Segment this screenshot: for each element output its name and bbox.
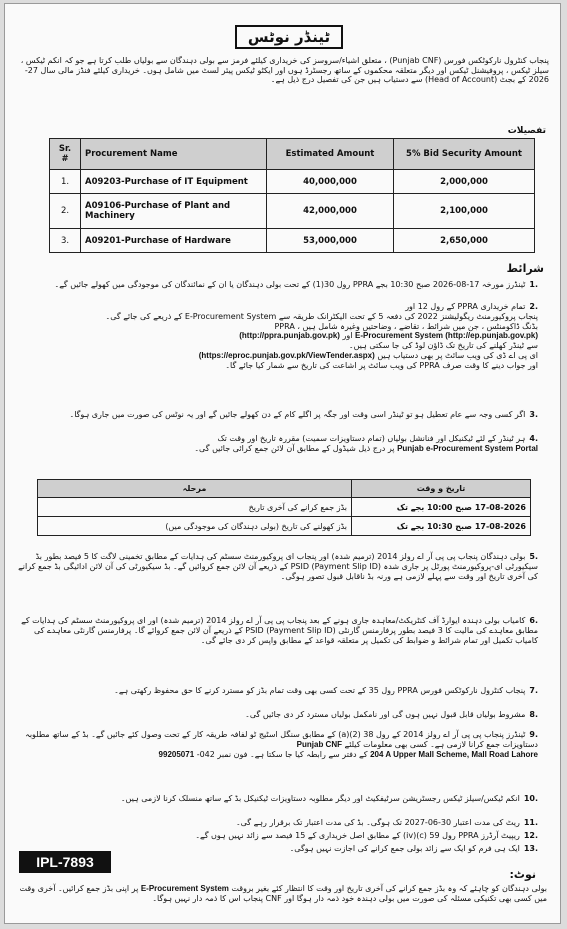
cell-estimated: 40,000,000	[267, 170, 394, 194]
condition-2-text-f: اور جواب دینے کا وقت صرف PPRA کی ویب سائٹ پر اشاعت کی تاریخ سے شمار کیا جائے گا۔	[225, 360, 538, 370]
note-text	[17, 884, 547, 904]
cell-name: A09203-Purchase of IT Equipment	[81, 170, 267, 194]
table-row	[38, 498, 531, 517]
condition-7-text: پنجاب کنٹرول نارکوٹکس فورس PPRA رول 35 کے تحت کسی بھی وقت تمام بڈز کو مسترد کرنے کا حق محفوظ رکھتی ہے۔	[114, 686, 526, 695]
cell-security: 2,100,000	[394, 194, 535, 229]
condition-3: .3اگر کسی وجہ سے عام تعطیل ہو تو ٹینڈر اسی وقت اور جگہ پر اگلے کام کے دن کھولے جائیں گے اور یہ نوٹس کی صورت میں جاری ہوگا۔	[69, 410, 538, 419]
cell-estimated: 53,000,000	[267, 229, 394, 253]
punjab-eprocurement-portal: Punjab e-Procurement System Portal	[397, 443, 538, 453]
condition-2-text-e: ای پی اے ڈی کی ویب سائٹ پر بھی دستیاب ہیں	[377, 350, 538, 360]
condition-2-text-d: سے ٹینڈر کھلنے کی تاریخ تک ڈاؤن لوڈ کی جا سکتی ہیں۔	[348, 341, 538, 351]
table-row	[50, 194, 535, 229]
condition-7: .7پنجاب کنٹرول نارکوٹکس فورس PPRA رول 35 کے تحت کسی بھی وقت تمام بڈز کو مسترد کرنے کا حق محفوظ رکھتی ہے۔	[114, 686, 538, 695]
condition-6-text: کامیاب بولی دہندہ ایوارڈ آف کنٹریکٹ/معاہدہ جاری ہونے کے بعد پنجاب پی پی آر اے رولز 2014 (ترمیم شدہ) اور ای پروکیورمنٹ سسٹم کی ہدایات کے مطابق معاہدے کی مالیت کا 3 فیصد بطور پرفارمنس گارنٹی PSID (Payment Slip ID) کے ذریعے آن لائن جمع کروائے گا۔ پرفارمنس گارنٹی معاہدے کی کامیاب تکمیل اور تمام شرائط و ضوابط کی تکمیل پر متعلقہ قواعد کے مطابق واپس کر دی جائے گی۔	[21, 616, 538, 645]
conditions-title: شرائط	[506, 262, 544, 275]
phone-number: 99205071	[158, 749, 195, 759]
tender-notice-page	[4, 3, 561, 924]
condition-9-text-a: ٹینڈرز پنجاب پی پی آر اے رولز 2014 کے رول 38 (2)(a) کے مطابق سنگل اسٹیج ٹو لفافہ طریقہ کار کے تحت وصول کئے جائیں گے۔ بڈ کے ساتھ مطلوبہ دستاویزات جمع کرانا لازمی ہے۔ کسی بھی معلومات کیلئے	[25, 730, 538, 749]
condition-5: .5بولی دہندگان پنجاب پی پی آر اے رولز 2014 (ترمیم شدہ) اور پنجاب ای پروکیورمنٹ سسٹم کی ہدایات کے مطابق تخمینی لاگت کا 5 فیصد بطور بڈ سیکیورٹی ای-پروکیورمنٹ پورٹل پر جاری شدہ PSID (Payment Slip ID) کے ذریعے آن لائن جمع کروائیں گے۔ بڈ سیکیورٹی کی آن لائن ادائیگی بڈ جمع کرانے کی آخری تاریخ اور وقت سے پہلے لازمی ہے ورنہ بڈ ناقابل قبول تصور ہوگی۔	[18, 552, 538, 581]
eproc-viewtender-link[interactable]: (https://eproc.punjab.gov.pk/ViewTender.aspx)	[198, 350, 375, 360]
condition-13-text: ایک ہی فرم کو ایک سے زائد بولی جمع کرانے کی اجازت نہیں ہوگی۔	[289, 844, 520, 853]
condition-13: .13ایک ہی فرم کو ایک سے زائد بولی جمع کرانے کی اجازت نہیں ہوگی۔	[289, 844, 538, 853]
condition-1-text: ٹینڈرز مورخہ 17-08-2026 صبح 10:30 بجے PPRA رول 30(1) کے تحت بولی دہندگان یا ان کے نمائندگان کی موجودگی میں کھولے جائیں گے۔	[54, 280, 526, 289]
cell-name: A09201-Purchase of Hardware	[81, 229, 267, 253]
col-sr: Sr. #	[50, 139, 81, 170]
cell-sr: 1.	[50, 170, 81, 194]
condition-11: .11ریٹ کی مدت اعتبار 30-06-2027 تک ہوگی۔ بڈ کی مدت اعتبار تک برقرار رہے گی۔	[235, 818, 538, 827]
condition-5-text: بولی دہندگان پنجاب پی پی آر اے رولز 2014 (ترمیم شدہ) اور پنجاب ای پروکیورمنٹ سسٹم کی ہدایات کے مطابق تخمینی لاگت کا 5 فیصد بطور بڈ سیکیورٹی ای-پروکیورمنٹ پورٹل پر جاری شدہ PSID (Payment Slip ID) کے ذریعے آن لائن جمع کروائیں گے۔ بڈ سیکیورٹی کی آن لائن ادائیگی بڈ جمع کرانے کی آخری تاریخ اور وقت سے پہلے لازمی ہے ورنہ بڈ ناقابل قبول تصور ہوگی۔	[18, 552, 538, 581]
procurement-table	[49, 138, 535, 253]
cell-security: 2,650,000	[394, 229, 535, 253]
ipl-code: IPL-7893	[19, 851, 111, 873]
cell-stage: بڈز کھولنے کی تاریخ (بولی دہندگان کی موجودگی میں)	[38, 517, 352, 536]
condition-2-and: اور	[342, 331, 353, 341]
cell-security: 2,000,000	[394, 170, 535, 194]
col-stage: مرحلہ	[38, 480, 352, 498]
cell-sr: 2.	[50, 194, 81, 229]
punjab-cnf: Punjab CNF	[296, 739, 342, 749]
schedule-table	[37, 479, 531, 536]
intro-paragraph: پنجاب کنٹرول نارکوٹکس فورس (Punjab CNF) ، متعلق اشیاء/سروسز کی خریداری کیلئے فرمز سے بولی دہندگان سے بولیاں طلب کرتا ہے جو کہ انکم ٹیکس ، سیلز ٹیکس ، پروفیشنل ٹیکس اور دیگر متعلقہ محکموں کے ساتھ رجسٹرڈ ہوں اور ایکٹو ٹیکس پیئر لسٹ میں شامل ہوں۔ خریداری کیلئے فنڈز مالی سال 27-2026 کے بجٹ (Head of Account) سے دستیاب ہیں جن کی تفصیل درج ذیل ہے۔	[20, 56, 549, 85]
col-date-time: تاریخ و وقت	[352, 480, 531, 498]
details-label: تفصیلات	[507, 126, 546, 136]
condition-11-text: ریٹ کی مدت اعتبار 30-06-2027 تک ہوگی۔ بڈ کی مدت اعتبار تک برقرار رہے گی۔	[235, 818, 520, 827]
procurement-table-header	[50, 139, 535, 170]
cell-date: 17-08-2026 صبح 10:30 بجے تک	[352, 517, 531, 536]
ppra-punjab-link[interactable]: (http://ppra.punjab.gov.pk)	[239, 331, 340, 341]
notice-title: ٹینڈر نوٹس	[235, 25, 343, 49]
cell-sr: 3.	[50, 229, 81, 253]
note-title: نوٹ:	[509, 868, 536, 881]
note-text-b: پر اپنی بڈز جمع کرائیں۔ آخری وقت میں کسی بھی تکنیکی مسئلہ کی صورت میں بولی دہندہ خود ذمہ دار ہوگا اور CNF پنجاب اس کا ذمہ دار نہیں ہوگا۔	[19, 884, 547, 903]
condition-2-text-a: تمام خریداری PPRA کے رول 12 اور	[405, 302, 526, 311]
table-row	[50, 170, 535, 194]
condition-4-text-a: ہر ٹینڈر کے لئے ٹیکنیکل اور فنانشل بولیاں (تمام دستاویزات سمیت) مقررہ تاریخ اور وقت تک	[217, 434, 526, 443]
ep-punjab-link[interactable]: E-Procurement System (http://ep.punjab.gov.pk)	[355, 331, 538, 341]
condition-12-text: ریپیٹ آرڈرز PPRA رول 59 (c)(iv) کے مطابق اصل خریداری کے 15 فیصد سے زائد نہیں ہوں گے۔	[195, 831, 520, 840]
office-address: 204 A Upper Mall Scheme, Mall Road Lahore	[370, 749, 538, 759]
schedule-table-header	[38, 480, 531, 498]
condition-2-text-c: بڈنگ ڈاکومنٹس ، جن میں شرائط ، تقاضے ، وضاحتیں وغیرہ شامل ہیں ، PPRA	[274, 321, 538, 331]
condition-12: .12ریپیٹ آرڈرز PPRA رول 59 (c)(iv) کے مطابق اصل خریداری کے 15 فیصد سے زائد نہیں ہوں گے۔	[195, 831, 538, 840]
col-bid-security: 5% Bid Security Amount	[394, 139, 535, 170]
cell-date: 17-08-2026 صبح 10:00 بجے تک	[352, 498, 531, 517]
cell-stage: بڈز جمع کرانے کی آخری تاریخ	[38, 498, 352, 517]
condition-8: .8مشروط بولیاں قابل قبول نہیں ہوں گی اور نامکمل بولیاں مسترد کر دی جائیں گی۔	[245, 710, 538, 719]
condition-9: .9ٹینڈرز پنجاب پی پی آر اے رولز 2014 کے رول 38 (2)(a) کے مطابق سنگل اسٹیج ٹو لفافہ طریقہ کار کے تحت وصول کئے جائیں گے۔ بڈ کے ساتھ مطلوبہ دستاویزات جمع کرانا لازمی ہے۔ کسی بھی معلومات کیلئے Punjab CNF 204 A Upper Mall Scheme, Mall Road Lahore کے دفتر سے رابطہ کیا جا سکتا ہے۔ فون نمبر 042- 99205071	[25, 730, 538, 759]
table-row	[50, 229, 535, 253]
condition-6: .6کامیاب بولی دہندہ ایوارڈ آف کنٹریکٹ/معاہدہ جاری ہونے کے بعد پنجاب پی پی آر اے رولز 2014 (ترمیم شدہ) اور ای پروکیورمنٹ سسٹم کی ہدایات کے مطابق معاہدے کی مالیت کا 3 فیصد بطور پرفارمنس گارنٹی PSID (Payment Slip ID) کے ذریعے آن لائن جمع کروائے گا۔ پرفارمنس گارنٹی معاہدے کی کامیاب تکمیل اور تمام شرائط و ضوابط کی تکمیل پر متعلقہ قواعد کے مطابق واپس کر دی جائے گی۔	[21, 616, 538, 645]
cell-estimated: 42,000,000	[267, 194, 394, 229]
table-row	[38, 517, 531, 536]
condition-2-text-b: پنجاب پروکیورمنٹ ریگولیشنز 2022 کی دفعہ 5 کے تحت الیکٹرانک طریقہ سے E-Procurement System کے ذریعے کی جائے گی۔	[105, 311, 538, 321]
condition-10: .10انکم ٹیکس/سیلز ٹیکس رجسٹریشن سرٹیفکیٹ اور دیگر مطلوبہ دستاویزات ٹیکنیکل بڈ کے ساتھ منسلک کرنا لازمی ہیں۔	[120, 794, 538, 803]
condition-4: .4ہر ٹینڈر کے لئے ٹیکنیکل اور فنانشل بولیاں (تمام دستاویزات سمیت) مقررہ تاریخ اور وقت تک Punjab e-Procurement System Portal پر درج ذیل شیڈول کے مطابق آن لائن جمع کرائی جائیں گی۔	[194, 434, 538, 453]
condition-8-text: مشروط بولیاں قابل قبول نہیں ہوں گی اور نامکمل بولیاں مسترد کر دی جائیں گی۔	[245, 710, 526, 719]
condition-4-text-b: پر درج ذیل شیڈول کے مطابق آن لائن جمع کرائی جائیں گی۔	[194, 443, 395, 453]
condition-3-text: اگر کسی وجہ سے عام تعطیل ہو تو ٹینڈر اسی وقت اور جگہ پر اگلے کام کے دن کھولے جائیں گے اور یہ نوٹس کی صورت میں جاری ہوگا۔	[69, 410, 526, 419]
col-estimated-amount: Estimated Amount	[267, 139, 394, 170]
condition-10-text: انکم ٹیکس/سیلز ٹیکس رجسٹریشن سرٹیفکیٹ اور دیگر مطلوبہ دستاویزات ٹیکنیکل بڈ کے ساتھ منسلک کرنا لازمی ہیں۔	[120, 794, 520, 803]
condition-2: .2تمام خریداری PPRA کے رول 12 اور پنجاب پروکیورمنٹ ریگولیشنز 2022 کی دفعہ 5 کے تحت الیکٹرانک طریقہ سے E-Procurement System کے ذریعے کی جائے گی۔ بڈنگ ڈاکومنٹس ، جن میں شرائط ، تقاضے ، وضاحتیں وغیرہ شامل ہیں ، PPRA E-Procurement System (http://ep.punjab.gov.pk) اور (http://ppra.punjab.gov.pk) سے ٹینڈر کھلنے کی تاریخ تک ڈاؤن لوڈ کی جا سکتی ہیں۔ ای پی اے ڈی کی ویب سائٹ پر بھی دستیاب ہیں (https://eproc.punjab.gov.pk/ViewTender.aspx) اور جواب دینے کا وقت صرف PPRA کی ویب سائٹ پر اشاعت کی تاریخ سے شمار کیا جائے گا۔	[105, 302, 538, 370]
condition-9-text-b: کے دفتر سے رابطہ کیا جا سکتا ہے۔ فون نمبر 042-	[196, 749, 368, 759]
cell-name: A09106-Purchase of Plant and Machinery	[81, 194, 267, 229]
condition-1: .1ٹینڈرز مورخہ 17-08-2026 صبح 10:30 بجے PPRA رول 30(1) کے تحت بولی دہندگان یا ان کے نمائندگان کی موجودگی میں کھولے جائیں گے۔	[54, 280, 538, 289]
eprocurement-system: E-Procurement System	[140, 884, 229, 893]
note-text-a: بولی دہندگان کو چاہئے کہ وہ بڈز جمع کرانے کی آخری تاریخ اور وقت کا انتظار کئے بغیر بروقت	[231, 884, 547, 893]
col-procurement-name: Procurement Name	[81, 139, 267, 170]
